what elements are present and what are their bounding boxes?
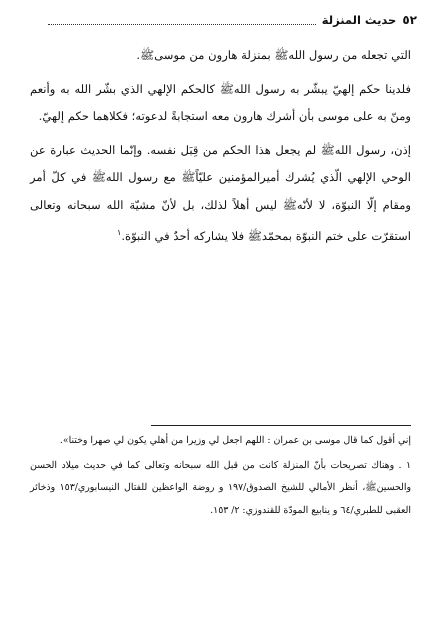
page-header [42, 10, 417, 30]
paragraph-3-text: إذن، رسول اللهﷺ لم يجعل هذا الحكم من قِبَل نفسه. وإنّما الحديث عبارة عن الوحي الإلهي الّذي يُشرك أميرالمؤمنين عليّاًﷺ مع رسول اللهﷺ في كلّ أمر ومقام إلّا النبوّة، لا لأنّهﷺ ليس أهلاً لذلك، بل لأنّ مشيّة الله سبحانه وتعالى استقرّت على ختم النبوّة بمحمّدﷺ فلا يشاركه أحدٌ في النبوّة. [30, 142, 411, 243]
footnote-separator [151, 425, 411, 426]
header-dotted-rule [48, 15, 316, 25]
footnote-reference: ١ [117, 228, 122, 237]
footnotes [30, 430, 411, 522]
paragraph-3 [30, 137, 411, 251]
paragraph-2: فلدينا حكم إلهيّ يبشّر به رسول اللهﷺ كالحكم الإلهي الذي بشّر الله به وأنعم ومنّ به على موسى بأن أشرك هارون معه استجابةً لدعوته؛ فكلاهما حكم إلهيّ. [30, 81, 411, 123]
running-title: حديث المنزلة [321, 13, 397, 27]
page-number: ٥٢ [402, 13, 417, 27]
footnote-1: ١ . وهناك تصريحات بأنّ المنزلة كانت من قبل الله سبحانه وتعالى كما في حديث ميلاد الحسن والحسينﷺ، أنظر الأمالي للشيخ الصدوق/١٩٧ و روضة الواعظين للفتال النيسابوري/١٥٣ وذخائر العقبى للطبري/٦٤ و ينابيع المودّة للقندوزي: ٢/ ١٥٣. [30, 459, 411, 516]
paragraph-1: التي تجعله من رسول اللهﷺ بمنزلة هارون من موسىﷺ. [136, 48, 411, 62]
main-text [30, 42, 411, 250]
footnote-continuation: إني أقول كما قال موسى بن عمران : اللهم اجعل لي وزيرا من أهلي يكون لي صهرا وختنا». [59, 435, 411, 446]
